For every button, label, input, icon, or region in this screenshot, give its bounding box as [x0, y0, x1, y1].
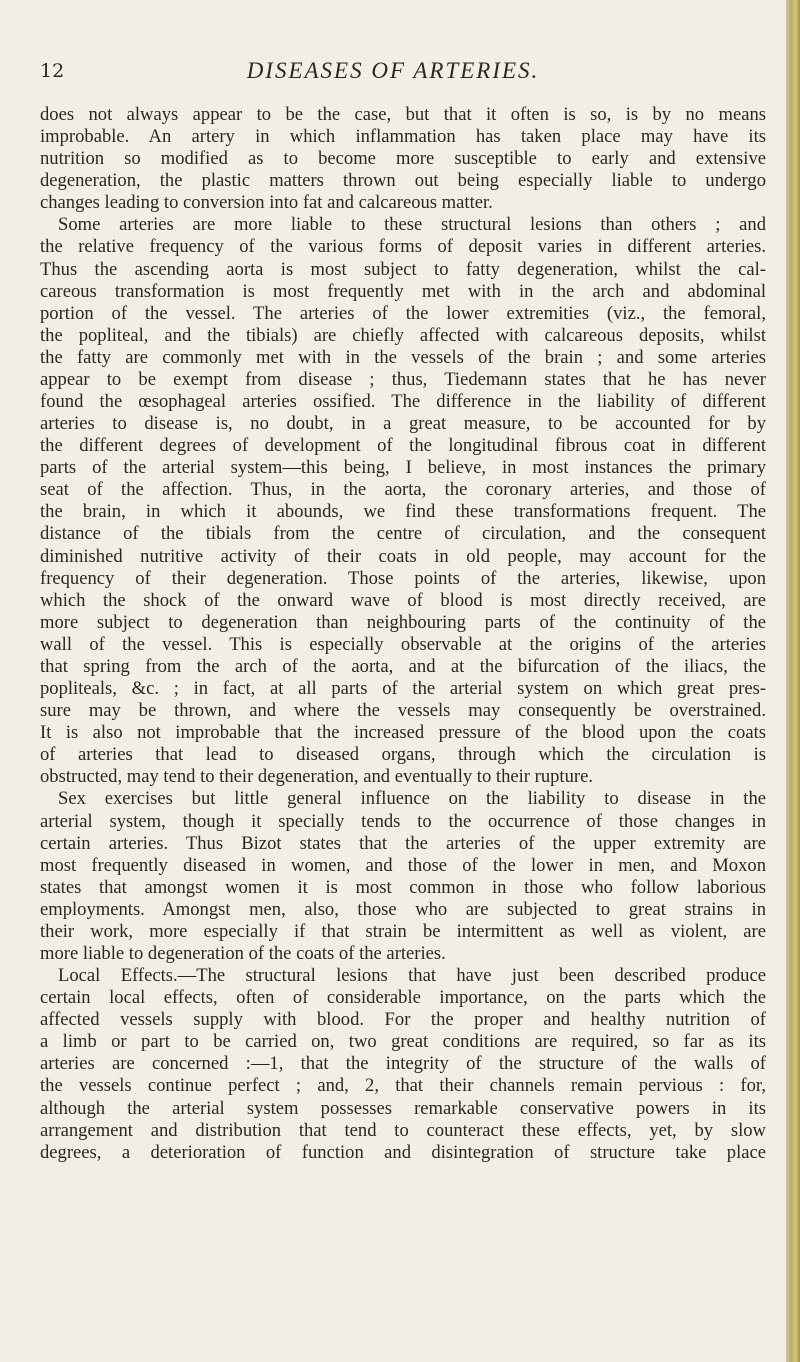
text-line: of arteries that lead to diseased organs, through which the circulation is	[40, 744, 766, 766]
text-line: arterial system, though it specially tends to the occurrence of those changes in	[40, 810, 766, 832]
text-line: obstructed, may tend to their degeneration, and eventually to their rupture.	[40, 766, 593, 788]
text-line: more liable to degeneration of the coats of the arteries.	[40, 942, 446, 964]
text-line: does not always appear to be the case, but that it often is so, is by no means	[40, 104, 766, 125]
text-line: their work, more especially if that strain be intermittent as well as violent, are	[40, 920, 766, 942]
text-line: parts of the arterial system—this being, I believe, in most instances the primary	[40, 457, 766, 479]
text-line: arteries to disease is, no doubt, in a great measure, to be accounted for by	[40, 413, 766, 435]
text-line: states that amongst women it is most common in those who follow laborious	[40, 876, 766, 898]
page-edge	[786, 0, 800, 1362]
text-line: It is also not improbable that the increased pressure of the blood upon the coats	[40, 722, 766, 744]
text-line: distance of the tibials from the centre of circulation, and the consequent	[40, 523, 766, 545]
running-title: DISEASES OF ARTERIES.	[246, 58, 540, 83]
text-line: popliteals, &c. ; in fact, at all parts of the arterial system on which great pres-	[40, 678, 766, 700]
text-line: nutrition so modified as to become more susceptible to early and extensive	[40, 148, 766, 170]
text-line: Sex exercises but little general influence on the liability to disease in the	[58, 788, 766, 810]
text-line: employments. Amongst men, also, those who are subjected to great strains in	[40, 898, 766, 920]
text-line: found the œsophageal arteries ossified. The difference in the liability of different	[40, 391, 766, 413]
text-line: improbable. An artery in which inflammation has taken place may have its	[40, 126, 766, 148]
text-line: more subject to degeneration than neighbouring parts of the continuity of the	[40, 611, 766, 633]
text-line: Local Effects.—The structural lesions that have just been described produce	[58, 965, 766, 987]
text-line: arrangement and distribution that tend to counteract these effects, yet, by slow	[40, 1119, 766, 1141]
text-line: certain arteries. Thus Bizot states that the arteries of the upper extremity are	[40, 832, 766, 854]
text-line: degrees, a deterioration of function and disintegration of structure take place	[40, 1141, 766, 1163]
text-line: the fatty are commonly met with in the vessels of the brain ; and some arteries	[40, 346, 766, 368]
text-line: frequency of their degeneration. Those points of the arteries, likewise, upon	[40, 567, 766, 589]
text-line: the brain, in which it abounds, we find these transformations frequent. The	[40, 501, 766, 523]
text-line: although the arterial system possesses remarkable conservative powers in its	[40, 1097, 766, 1119]
text-line: careous transformation is most frequently met with in the arch and abdominal	[40, 280, 766, 302]
page-number: 12	[40, 60, 65, 82]
page-header	[40, 58, 746, 86]
text-line: degeneration, the plastic matters thrown out being especially liable to undergo	[40, 170, 766, 192]
text-line: that spring from the arch of the aorta, and at the bifurcation of the iliacs, the	[40, 655, 766, 677]
text-line: Some arteries are more liable to these structural lesions than others ; and	[58, 214, 766, 236]
text-line: the vessels continue perfect ; and, 2, that their channels remain pervious : for,	[40, 1075, 766, 1097]
text-line: appear to be exempt from disease ; thus, Tiedemann states that he has never	[40, 368, 766, 390]
text-line: most frequently diseased in women, and those of the lower in men, and Moxon	[40, 854, 766, 876]
text-line: changes leading to conversion into fat and calcareous matter.	[40, 192, 493, 214]
text-line: seat of the affection. Thus, in the aorta, the coronary arteries, and those of	[40, 479, 766, 501]
text-line: the popliteal, and the tibials) are chiefly affected with calcareous deposits, whilst	[40, 324, 766, 346]
text-line: portion of the vessel. The arteries of the lower extremities (viz., the femoral,	[40, 302, 766, 324]
text-line: arteries are concerned :—1, that the integrity of the structure of the walls of	[40, 1053, 766, 1075]
text-line: certain local effects, often of considerable importance, on the parts which the	[40, 987, 766, 1009]
text-line: which the shock of the onward wave of blood is most directly received, are	[40, 589, 766, 611]
text-line: the relative frequency of the various forms of deposit varies in different arteries.	[40, 236, 766, 258]
text-line: wall of the vessel. This is especially observable at the origins of the arteries	[40, 633, 766, 655]
text-line: Thus the ascending aorta is most subject to fatty degeneration, whilst the cal-	[40, 258, 766, 280]
text-line: diminished nutritive activity of their coats in old people, may account for the	[40, 545, 766, 567]
text-line: sure may be thrown, and where the vessels may consequently be overstrained.	[40, 700, 766, 722]
text-line: affected vessels supply with blood. For the proper and healthy nutrition of	[40, 1009, 766, 1031]
text-line: the different degrees of development of the longitudinal fibrous coat in different	[40, 435, 766, 457]
text-line: a limb or part to be carried on, two great conditions are required, so far as its	[40, 1031, 766, 1053]
body-text	[40, 104, 766, 1164]
